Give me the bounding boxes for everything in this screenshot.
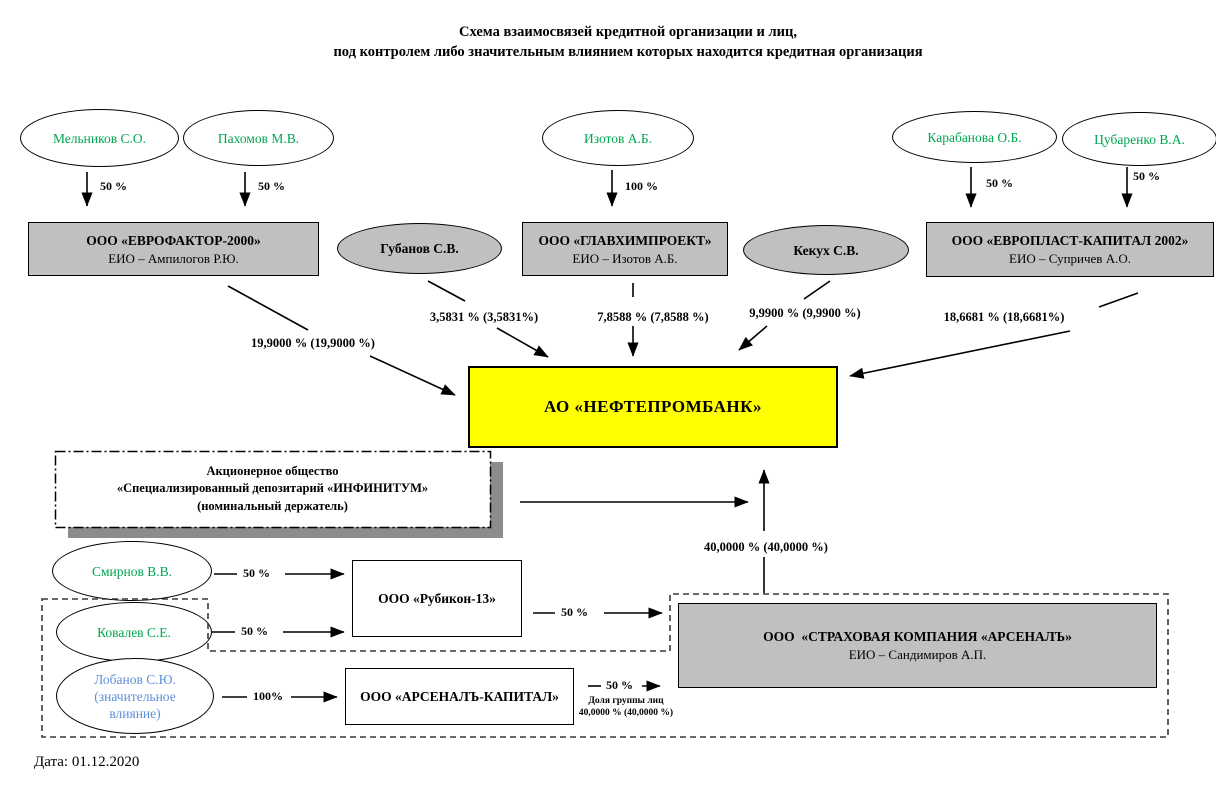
- person-oval-karabanova: [892, 111, 1057, 163]
- person-name: Кекух С.В.: [793, 242, 859, 258]
- entity-ceo: ЕИО – Супричев А.О.: [1009, 251, 1131, 266]
- bank-box: [468, 366, 838, 448]
- entity-ceo: ЕИО – Ампилогов Р.Ю.: [108, 250, 239, 266]
- entity-name: ООО «СТРАХОВАЯ КОМПАНИЯ «АРСЕНАЛЪ»: [763, 629, 1072, 644]
- person-oval-izotov: [542, 110, 694, 166]
- share-label: 50 %: [100, 179, 127, 193]
- person-oval-kovalev: [56, 602, 212, 662]
- share-label: 50 %: [1133, 169, 1160, 183]
- person-oval-melnikov: [20, 109, 179, 167]
- bank-share-label: 18,6681 % (18,6681%): [943, 310, 1065, 324]
- share-label: 100%: [253, 689, 283, 703]
- person-name: Ковалев С.Е.: [97, 624, 171, 640]
- entity-box-evrofaktor: [28, 222, 319, 276]
- person-oval-gubanov: [337, 223, 502, 274]
- person-name: Карабанова О.Б.: [927, 129, 1022, 145]
- person-oval-pakhomov: [183, 110, 334, 166]
- person-note: (значительное: [94, 688, 176, 704]
- person-oval-lobanov: [56, 658, 214, 734]
- share-label: 50 %: [606, 678, 633, 692]
- share-label: 100 %: [625, 179, 658, 193]
- report-date: Дата: 01.12.2020: [34, 754, 140, 770]
- diagram-title: [20, 22, 1216, 62]
- depositary-line-1: Акционерное общество: [206, 463, 339, 478]
- depositary-line-3: (номинальный держатель): [197, 498, 348, 513]
- person-note: влияние): [109, 705, 161, 721]
- entity-name: ООО «АРСЕНАЛЪ-КАПИТАЛ»: [360, 688, 559, 704]
- person-oval-tsubarenko: [1062, 112, 1216, 166]
- person-name: Мельников С.О.: [52, 130, 147, 146]
- group-share-note: Доля группы лиц: [588, 696, 664, 706]
- depositary-box: [55, 451, 490, 527]
- person-name: Пахомов М.В.: [217, 130, 300, 146]
- share-label: 50 %: [241, 624, 268, 638]
- entity-box-evroplast: [926, 222, 1214, 277]
- person-name: Изотов А.Б.: [583, 130, 653, 146]
- entity-ceo: ЕИО – Сандимиров А.П.: [848, 647, 987, 662]
- entity-name: ООО «Рубикон-13»: [378, 590, 496, 606]
- person-name: Смирнов В.В.: [91, 563, 172, 579]
- person-name: Лобанов С.Ю.: [94, 671, 176, 687]
- share-label: 50 %: [986, 176, 1013, 190]
- person-name: Губанов С.В.: [380, 241, 459, 256]
- depositary-line-2: «Специализированный депозитарий «ИНФИНИТУМ»: [116, 481, 429, 496]
- title-line-1: Схема взаимосвязей кредитной организации и лиц,: [459, 24, 797, 40]
- entity-name: ООО «ЕВРОПЛАСТ-КАПИТАЛ 2002»: [951, 233, 1189, 248]
- share-label: 50 %: [561, 605, 588, 619]
- entity-name: ООО «ЕВРОФАКТОР-2000»: [86, 232, 261, 248]
- person-oval-smirnov: [52, 541, 212, 601]
- bank-share-label: 40,0000 % (40,0000 %): [704, 540, 828, 554]
- entity-box-insurance-arsenal: [678, 603, 1157, 688]
- bank-share-label: 7,8588 % (7,8588 %): [597, 310, 709, 324]
- person-name: Цубаренко В.А.: [1094, 131, 1185, 147]
- share-label: 50 %: [243, 566, 270, 580]
- entity-box-rubikon: [352, 560, 522, 637]
- bank-name: АО «НЕФТЕПРОМБАНК»: [544, 397, 762, 416]
- share-label: 50 %: [258, 179, 285, 193]
- entity-box-glavkhimproekt: [522, 222, 728, 276]
- bank-share-label: 19,9000 % (19,9000 %): [251, 336, 375, 350]
- bank-share-label: 9,9900 % (9,9900 %): [749, 306, 861, 320]
- title-line-2: под контролем либо значительным влиянием которых находится кредитная организация: [333, 44, 923, 60]
- group-share-value: 40,0000 % (40,0000 %): [578, 708, 674, 718]
- entity-box-arsenal-kapital: [345, 668, 574, 725]
- entity-ceo: ЕИО – Изотов А.Б.: [572, 250, 678, 266]
- bank-share-label: 3,5831 % (3,5831%): [429, 310, 539, 324]
- person-oval-kekukh: [743, 225, 909, 275]
- entity-name: ООО «ГЛАВХИМПРОЕКТ»: [538, 232, 712, 248]
